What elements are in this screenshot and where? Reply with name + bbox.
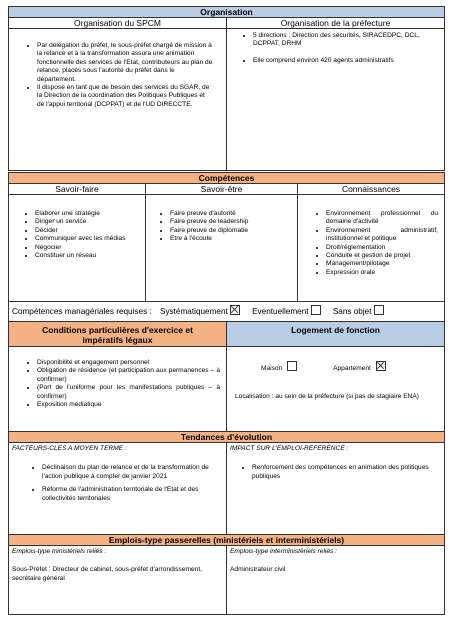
option-label: Sans objet [332, 307, 372, 316]
interministeriels-heading: Emplois-type interministériels reliés : [230, 548, 337, 555]
list-item: • Obligation de résidence (et participation aux permanences – à confirmer) [37, 367, 220, 384]
list-item: • Elaborer une stratégie [35, 210, 139, 218]
list-item: • Faire preuve de diplomatie [170, 227, 291, 235]
list-item: • 5 directions : Direction des sécurités, SIRACEDPC, DCL, DCPPAT, DRHM [253, 32, 436, 49]
connaissances-heading: Connaissances [297, 183, 445, 195]
checkbox[interactable] [287, 361, 297, 371]
prefecture-content [226, 28, 445, 171]
list-item: • Constituer un réseau [35, 252, 139, 260]
list-item: • Faire preuve d'autorité [170, 210, 291, 218]
list-item: • Négocier [35, 244, 139, 252]
savoir-etre-content [145, 194, 298, 302]
list-item: • Expression orale [326, 269, 438, 277]
impact-content [226, 442, 445, 535]
tendances-title: Tendances d'évolution [8, 431, 445, 443]
list-item: • Diriger un service [35, 218, 139, 226]
manageriales-label: Compétences managériales requises : [12, 307, 152, 316]
checkbox[interactable] [311, 305, 321, 315]
interministeriels-value: Administrateur civil [230, 566, 286, 574]
list-item: • Renforcement des compétences en animation des politiques publiques [252, 464, 438, 481]
savoir-etre-heading: Savoir-être [145, 183, 298, 195]
savoir-faire-list [17, 210, 139, 260]
ministeriels-heading: Emplois-type ministériels reliés : [12, 548, 107, 555]
conditions-list [19, 359, 220, 409]
list-item: • Il dispose en tant que de besoin des services du SGAR, de la Direction de la coordination des Politiques Publiques et de l'appui territorial (DCPPAT) et de l'UD DIRECCTE. [37, 84, 214, 109]
prefecture-heading: Organisation de la préfecture [226, 17, 445, 29]
savoir-faire-content [8, 194, 146, 302]
conditions-title: Conditions particulières d'exercice et impératifs légaux [8, 321, 227, 347]
savoir-faire-heading: Savoir-faire [8, 183, 146, 195]
option-label: Systématiquement [160, 307, 228, 316]
option-maison[interactable] [261, 365, 299, 372]
spcm-content [8, 28, 227, 171]
list-item: • Décider [35, 227, 139, 235]
ministeriels-value: Sous-Préfet : Directeur de cabinet, sous-préfet d'arrondissement, secrétaire général [12, 566, 203, 582]
list-item: • Environnement administratif, institutionnel et politique [326, 227, 438, 244]
interministeriels-content [226, 545, 445, 615]
option-eventuellement[interactable] [252, 307, 323, 316]
list-item: • Droit/réglementation [326, 244, 438, 252]
facteurs-heading: FACTEURS-CLES A MOYEN TERME : [12, 445, 127, 452]
prefecture-list [235, 32, 436, 65]
spcm-list [19, 42, 214, 109]
list-item: • (Port de l'uniforme pour les manifestations publiques – à confirmer) [37, 384, 220, 401]
list-item: • Réforme de l'administration territoriale de l'Etat et des collectivités territoriales [42, 486, 220, 503]
emplois-title: Emplois-type passerelles (ministériels et interministériels) [8, 534, 445, 546]
logement-options [233, 361, 436, 373]
logement-title: Logement de fonction [226, 321, 445, 347]
list-item: • Faire preuve de leadership [170, 218, 291, 226]
option-label: Maison [261, 365, 283, 372]
list-item: • Environnement professionnel du domaine d'activité [326, 210, 438, 227]
localisation-text: Localisation : au sein de la préfecture (si pas de stagiaire ENA) [235, 393, 419, 401]
list-item: • Management/pilotage [326, 260, 438, 268]
connaissances-list [308, 210, 438, 277]
connaissances-content [297, 194, 445, 302]
list-item: • Communiquer avec les médias [35, 235, 139, 243]
organisation-title: Organisation [8, 6, 445, 18]
checked-checkbox[interactable] [230, 305, 240, 315]
option-sans-objet[interactable] [333, 307, 384, 316]
checked-checkbox[interactable] [376, 361, 386, 371]
option-label: Appartement [333, 365, 371, 372]
list-item: • Exposition médiatique [37, 401, 220, 409]
list-item: • Elle comprend environ 420 agents administratifs [253, 57, 436, 65]
impact-heading: IMPACT SUR L'EMPLOI-REFERENCE : [230, 445, 349, 452]
list-item: • Par délégation du préfet, le sous-préfet chargé de mission à la relance et à la transformation assura une animation fonctionnelle des services de l'Etat, contributeurs au plan de relance, placés sous l'autorité du préfet dans le département. [37, 42, 214, 84]
option-label: Eventuellement [252, 307, 309, 316]
ministeriels-content [8, 545, 227, 615]
option-systematiquement[interactable] [160, 307, 242, 316]
logement-content [226, 346, 445, 432]
spcm-heading: Organisation du SPCM [8, 17, 227, 29]
facteurs-list [12, 464, 220, 503]
savoir-etre-list [152, 210, 291, 244]
option-appartement[interactable] [333, 365, 386, 372]
competences-title: Compétences [8, 172, 445, 184]
conditions-content [8, 346, 227, 432]
impact-list [230, 464, 438, 481]
list-item: • Déclinaison du plan de relance et de la transformation de l'action publique à compter de janvier 2021 [42, 464, 220, 481]
competences-manageriales-row [8, 301, 445, 322]
facteurs-content [8, 442, 227, 535]
list-item: • Disponibilité et engagement personnel [37, 359, 220, 367]
list-item: • Etre à l'écoute [170, 235, 291, 243]
list-item: • Conduite et gestion de projet [326, 252, 438, 260]
checkbox[interactable] [374, 305, 384, 315]
